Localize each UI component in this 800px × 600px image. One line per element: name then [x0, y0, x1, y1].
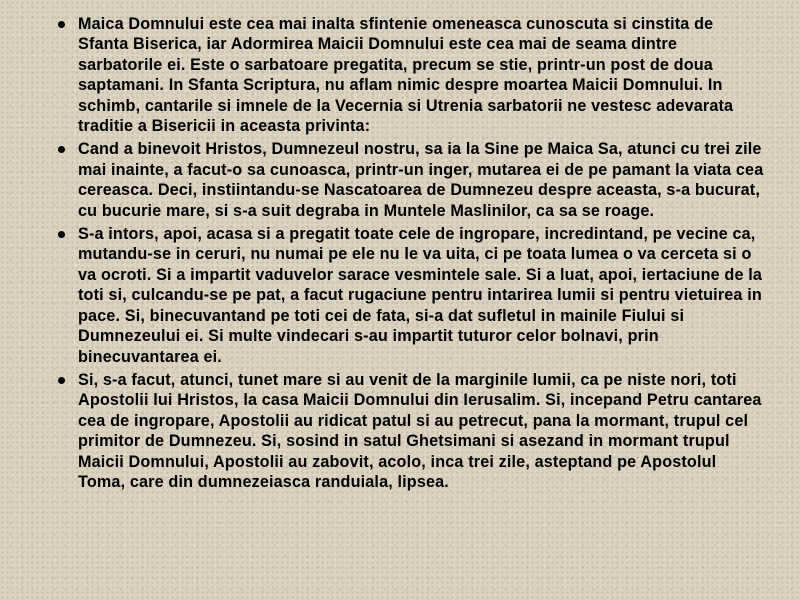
bullet-item — [58, 14, 764, 136]
bullet-icon — [58, 21, 65, 28]
bullet-text: Si, s-a facut, atunci, tunet mare si au venit de la marginile lumii, ca pe niste nori, toti Apostolii lui Hristos, la casa Maicii Domnului din Ierusalim. Si, incepand Petru cantarea cea de ingropare, Apostolii au ridicat patul si au petrecut, pana la mormant, trupul cel primitor de Dumnezeu. Si, sosind in satul Ghetsimani si asezand in mormant trupul Maicii Domnului, Apostolii au zabovit, acolo, inca trei zile, asteptand pe Apostolul Toma, care din dumnezeiasca randuiala, lipsea. — [78, 370, 762, 491]
bullet-item — [58, 224, 764, 367]
bullet-item — [58, 139, 764, 221]
bullet-text: S-a intors, apoi, acasa si a pregatit toate cele de ingropare, incredintand, pe vecine ca, mutandu-se in ceruri, nu numai pe ele nu le va uita, ci pe toata lumea o va cerceta si o va ocroti. Si a impartit vaduvelor sarace vesmintele sale. Si a luat, apoi, iertaciune de la toti si, culcandu-se pe pat, a facut rugaciune pentru intarirea lumii si pentru vietuirea in pace. Si, binecuvantand pe toti cei de fata, si-a dat sufletul in mainile Fiului si Dumnezeului ei. Si multe vindecari s-au impartit tuturor celor bolnavi, prin binecuvantarea ei. — [78, 225, 763, 366]
bullet-item — [58, 370, 764, 492]
bullet-icon — [58, 231, 65, 238]
bullet-text: Cand a binevoit Hristos, Dumnezeul nostru, sa ia la Sine pe Maica Sa, atunci cu trei zile mai inainte, a facut-o sa cunoasca, printr-un inger, mutarea ei de pe pamant la viata cea cereasca. Deci, instiintandu-se Nascatoarea de Dumnezeu despre aceasta, s-a bucurat, cu bucurie mare, si s-a suit degraba in Muntele Maslinilor, ca sa se roage. — [78, 140, 764, 220]
bullet-list — [58, 14, 764, 495]
bullet-text: Maica Domnului este cea mai inalta sfintenie omeneasca cunoscuta si cinstita de Sfanta Biserica, iar Adormirea Maicii Domnului este cea mai de seama dintre sarbatorile ei. Este o sarbatoare pregatita, precum se stie, printr-un post de doua saptamani. In Sfanta Scriptura, nu aflam nimic despre moartea Maicii Domnului. In schimb, cantarile si imnele de la Vecernia si Utrenia sarbatorii ne vestesc adevarata traditie a Bisericii in aceasta privinta: — [78, 15, 734, 136]
bullet-icon — [58, 146, 65, 153]
bullet-icon — [58, 377, 65, 384]
